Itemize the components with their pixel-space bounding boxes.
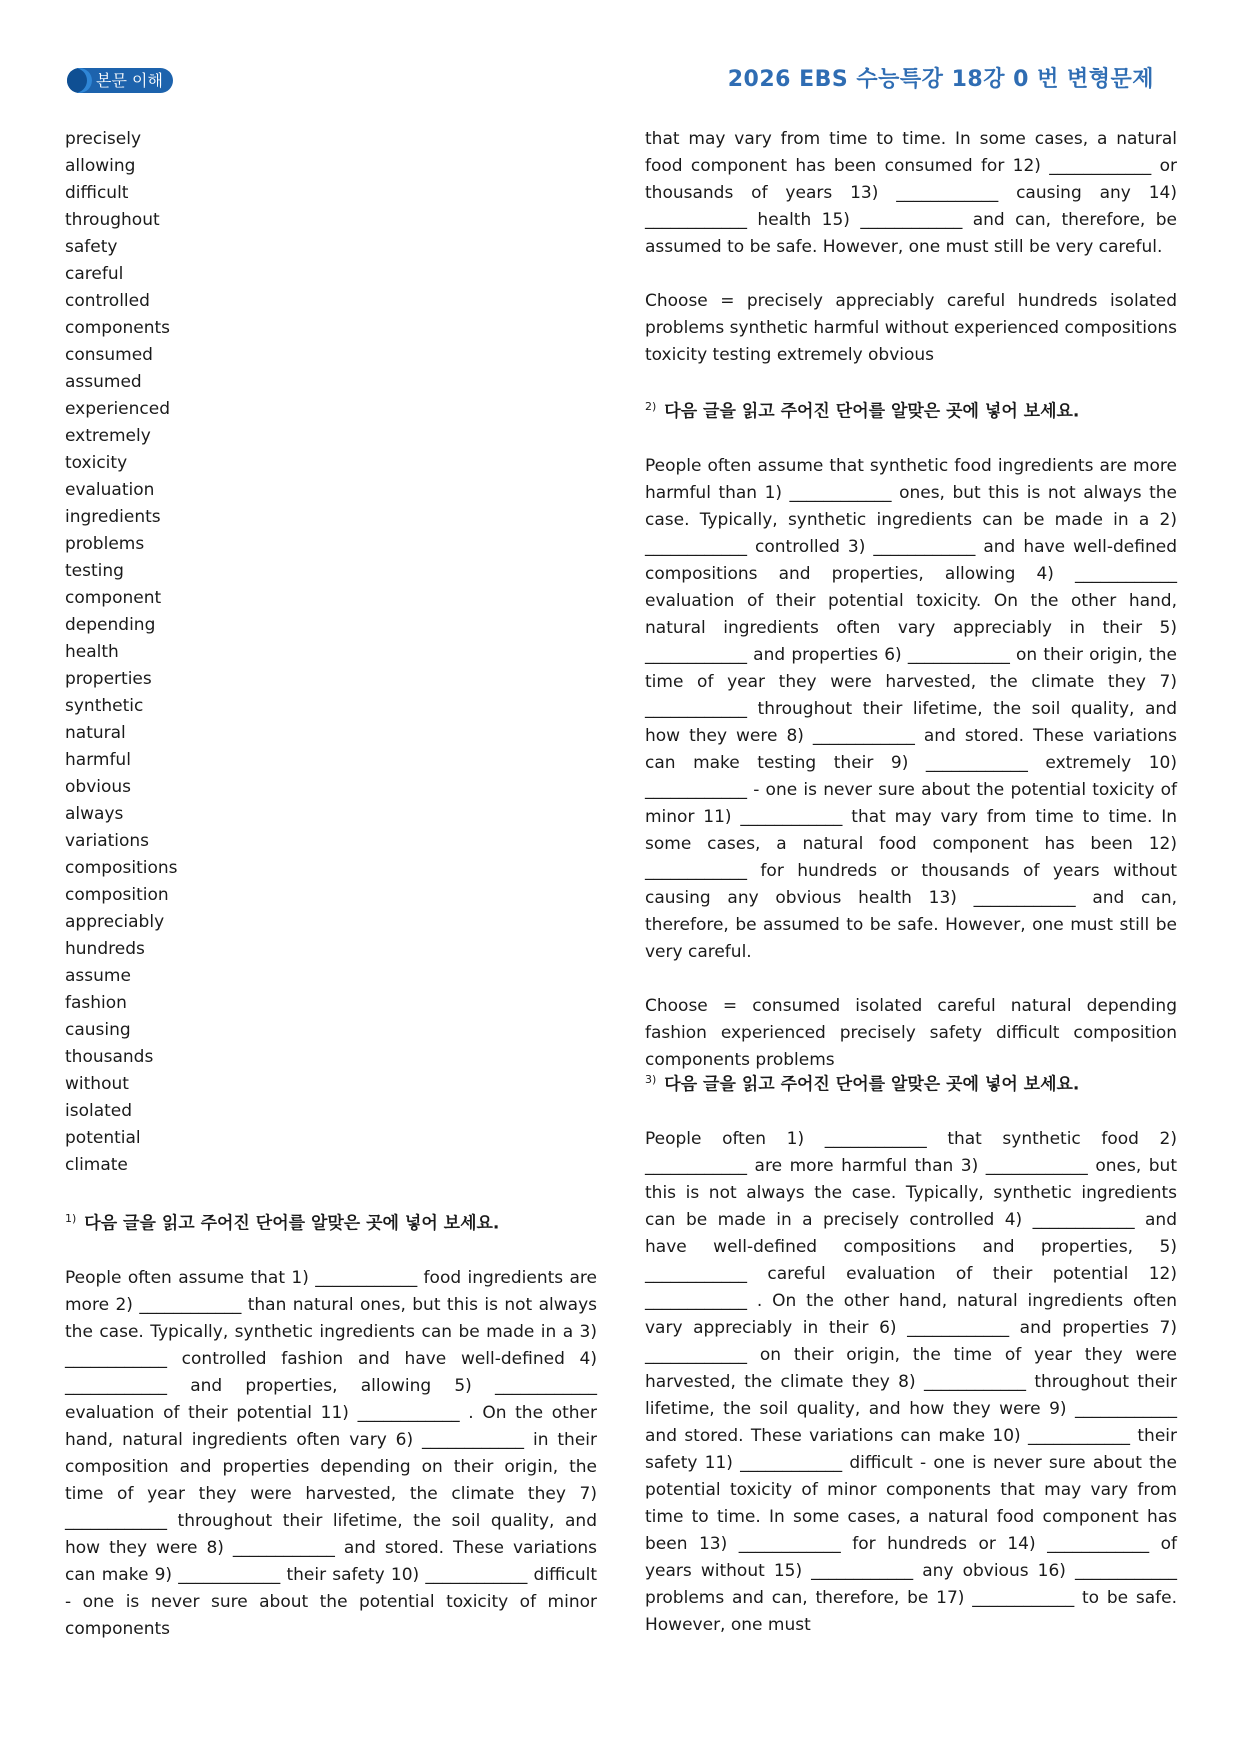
word-list-item: always (65, 804, 124, 824)
word-list-item: depending (65, 615, 156, 635)
document-title: 2026 EBS 수능특강 18강 0 번 변형문제 (727, 67, 1154, 92)
exercise-2-title (645, 393, 1177, 426)
word-list-item: harmful (65, 750, 131, 770)
word-list-item: thousands (65, 1047, 154, 1067)
word-list-item: obvious (65, 777, 132, 797)
word-list-item: throughout (65, 210, 160, 230)
exercise-3 (645, 1066, 1177, 1639)
word-list-item: toxicity (65, 453, 128, 473)
word-list-item: controlled (65, 291, 150, 311)
word-list-item: composition (65, 885, 169, 905)
exercise-3-title (645, 1066, 1177, 1099)
word-list-item: health (65, 642, 119, 662)
word-list-item: causing (65, 1020, 131, 1040)
word-list-item: allowing (65, 156, 136, 176)
exercise-1-number: 1) (65, 1212, 77, 1225)
word-list-item: potential (65, 1128, 141, 1148)
word-list-item: extremely (65, 426, 151, 446)
word-list-item: experienced (65, 399, 171, 419)
word-list-item: evaluation (65, 480, 155, 500)
word-list-item: without (65, 1074, 129, 1094)
exercise-1-passage-continued: that may vary from time to time. In some cases, a natural food component has been consumed for 12) ____________ or thousands of years 13) ____________ causing any 14) ____________ health 15) ____________ and can, therefore, be assumed to be safe. However, one must still be very careful. (645, 129, 1177, 257)
word-list-item: careful (65, 264, 124, 284)
word-list-item: assumed (65, 372, 142, 392)
exercise-1-instruction: 다음 글을 읽고 주어진 단어를 알맞은 곳에 넣어 보세요. (84, 1213, 500, 1234)
word-list (65, 126, 365, 1179)
word-list-item: consumed (65, 345, 153, 365)
word-list-item: component (65, 588, 162, 608)
section-badge (67, 68, 173, 93)
half-circle-icon (67, 68, 92, 93)
word-list-item: components (65, 318, 171, 338)
word-list-item: safety (65, 237, 118, 257)
word-list-item: fashion (65, 993, 127, 1013)
word-list-item: synthetic (65, 696, 144, 716)
word-list-item: assume (65, 966, 131, 986)
exercise-2-word-bank: Choose = consumed isolated careful natural depending fashion experienced precisely safety difficult composition components problems (645, 995, 1177, 1070)
word-list-item: precisely (65, 129, 142, 149)
exercise-2-number: 2) (645, 400, 657, 413)
word-list-item: appreciably (65, 912, 165, 932)
exercise-3-number: 3) (645, 1073, 657, 1086)
word-list-item: testing (65, 561, 124, 581)
exercise-1-word-bank: Choose = precisely appreciably careful hundreds isolated problems synthetic harmful without experienced compositions toxicity testing extremely obvious (645, 291, 1177, 365)
exercise-1-continued (645, 126, 1177, 369)
exercise-2-passage: People often assume that synthetic food ingredients are more harmful than 1) ____________ ones, but this is not always the case. Typically, synthetic ingredients can be made in a 2) ____________ controlled 3) ____________ and have well-defined compositions and properties, allowing 4) ____________ evaluation of their potential toxicity. On the other hand, natural ingredients often vary appreciably in their 5) ____________ and properties 6) ____________ on their origin, the time of year they were harvested, the climate they 7) ____________ throughout their lifetime, the soil quality, and how they were 8) ____________ and stored. These variations can make testing their 9) ____________ extremely 10) ____________ - one is never sure about the potential toxicity of minor 11) ____________ that may vary from time to time. In some cases, a natural food component has been 12) ____________ for hundreds or thousands of years without causing any obvious health 13) ____________ and can, therefore, be assumed to be safe. However, one must still be very careful. (645, 455, 1177, 962)
exercise-3-instruction: 다음 글을 읽고 주어진 단어를 알맞은 곳에 넣어 보세요. (664, 1074, 1080, 1095)
word-list-item: problems (65, 534, 145, 554)
page-header (0, 0, 1240, 120)
word-list-item: variations (65, 831, 150, 851)
word-list-item: isolated (65, 1101, 133, 1121)
badge-label: 본문 이해 (96, 71, 163, 90)
word-list-item: difficult (65, 183, 129, 203)
exercise-1-title (65, 1205, 597, 1238)
word-list-item: natural (65, 723, 126, 743)
exercise-2-instruction: 다음 글을 읽고 주어진 단어를 알맞은 곳에 넣어 보세요. (664, 401, 1080, 422)
word-list-item: ingredients (65, 507, 161, 527)
exercise-3-passage: People often 1) ____________ that synthetic food 2) ____________ are more harmful than 3) ____________ ones, but this is not always the case. Typically, synthetic ingredients can be made in a precisely controlled 4) ____________ and have well-defined compositions and properties, 5) ____________ careful evaluation of their potential 12) ____________ . On the other hand, natural ingredients often vary appreciably in their 6) ____________ and properties 7) ____________ on their origin, the time of year they were harvested, the climate they 8) ____________ throughout their lifetime, the soil quality, and how they were 9) ____________ and stored. These variations can make 10) ____________ their safety 11) ____________ difficult - one is never sure about the potential toxicity of minor components that may vary from time to time. In some cases, a natural food component has been 13) ____________ for hundreds or 14) ____________ of years without 15) ____________ any obvious 16) ____________ problems and can, therefore, be 17) ____________ to be safe. However, one must (645, 1128, 1177, 1635)
word-list-item: climate (65, 1155, 128, 1175)
exercise-2 (645, 393, 1177, 1074)
exercise-1-passage: People often assume that 1) ____________ food ingredients are more 2) ____________ than natural ones, but this is not always the case. Typically, synthetic ingredients can be made in a 3) ____________ controlled fashion and have well-defined 4) ____________ and properties, allowing 5) ____________ evaluation of their potential 11) ____________ . On the other hand, natural ingredients often vary 6) ____________ in their composition and properties depending on their origin, the time of year they were harvested, the climate they 7) ____________ throughout their lifetime, the soil quality, and how they were 8) ____________ and stored. These variations can make 9) ____________ their safety 10) ____________ difficult - one is never sure about the potential toxicity of minor components (65, 1267, 597, 1639)
word-list-item: hundreds (65, 939, 145, 959)
word-list-item: properties (65, 669, 152, 689)
exercise-1 (65, 1205, 597, 1643)
word-list-item: compositions (65, 858, 178, 878)
